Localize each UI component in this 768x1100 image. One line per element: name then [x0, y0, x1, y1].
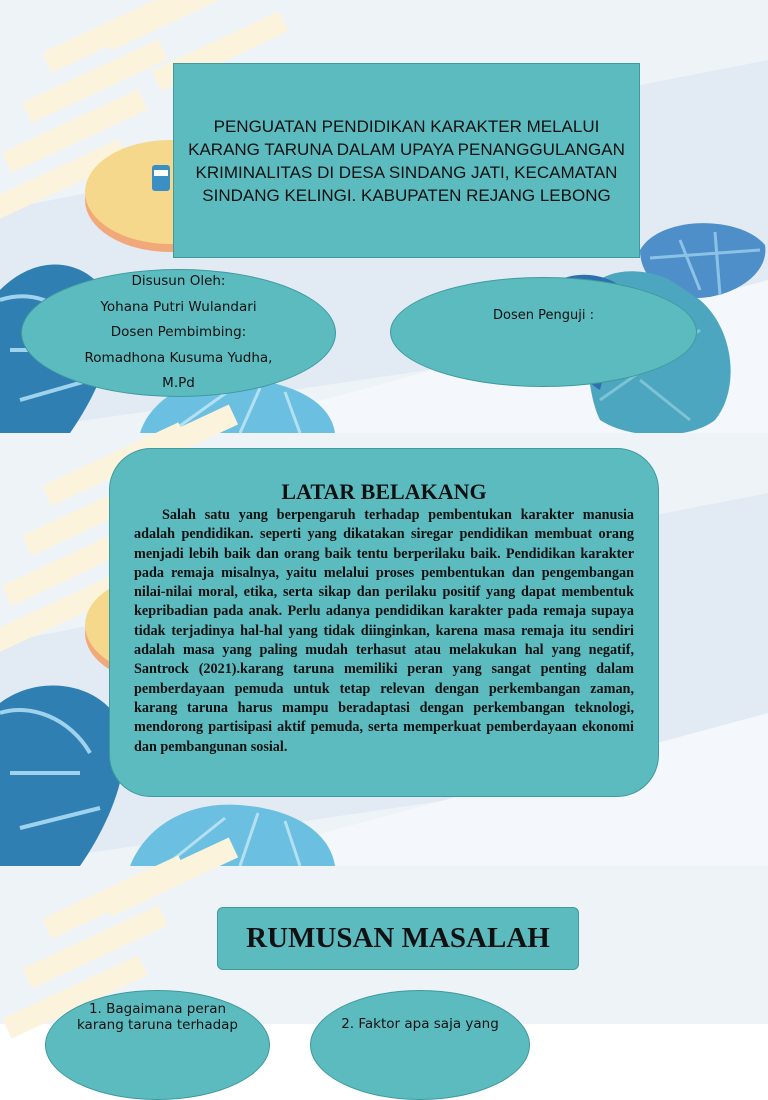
title-box: [173, 63, 640, 258]
question-2-line-1: 2. Faktor apa saja yang: [341, 1016, 499, 1032]
author-name: Yohana Putri Wulandari: [100, 298, 257, 315]
question-2-oval: [310, 990, 530, 1100]
background-heading: LATAR BELAKANG: [281, 479, 487, 504]
background-paragraph: Salah satu yang berpengaruh terhadap pembentukan karakter manusia adalah pendidikan. seperti yang dikatakan siregar pendidikan membuat orang menjadi lebih baik dan orang baik tentu berperilaku baik. Pendidikan karakter pada remaja misalnya, yaitu melalui proses pembentukan dan pengembangan nilai-nilai moral, etika, serta sikap dan perilaku positif yang dapat membentuk kepribadian pada anak. Perlu adanya pendidikan karakter pada remaja supaya tidak terjadinya hal-hal yang tidak diinginkan, karena masa remaja itu sendiri adalah masa yang paling mudah terhasut atau melakukan hal yang negatif, Santrock (2021).karang taruna memiliki peran yang sangat penting dalam pemberdayaan pemuda untuk tetap relevan dengan perkembangan zaman, karang taruna harus mampu beradaptasi dengan perkembangan teknologi, mendorong partisipasi aktif pemuda, serta memperkuat pemberdayaan ekonomi dan pembangunan sosial.: [134, 507, 634, 755]
presentation-title: PENGUATAN PENDIDIKAN KARAKTER MELALUI KARANG TARUNA DALAM UPAYA PENANGGULANGAN KRIMINALITAS DI DESA SINDANG JATI, KECAMATAN SINDANG KELINGI. KABUPATEN REJANG LEBONG: [188, 116, 625, 205]
question-1-line-1: 1. Bagaimana peran: [88, 1001, 227, 1017]
slide-1: [0, 0, 768, 433]
problem-heading: RUMUSAN MASALAH: [246, 922, 550, 954]
supervisor-label: Dosen Pembimbing:: [110, 324, 247, 341]
question-1-oval: [45, 990, 270, 1100]
slide-3: [0, 866, 768, 1033]
supervisor-degree: M.Pd: [162, 375, 195, 392]
question-1-line-2: karang taruna terhadap: [76, 1017, 239, 1033]
background-section-box: [109, 448, 659, 797]
examiner-label: Dosen Penguji :: [493, 307, 594, 323]
problem-heading-box: [217, 907, 579, 970]
author-info-oval: [21, 269, 336, 397]
supervisor-name: Romadhona Kusuma Yudha,: [84, 349, 273, 366]
author-label: Disusun Oleh:: [131, 273, 226, 290]
examiner-oval: [390, 277, 697, 387]
slide-2: [0, 433, 768, 866]
